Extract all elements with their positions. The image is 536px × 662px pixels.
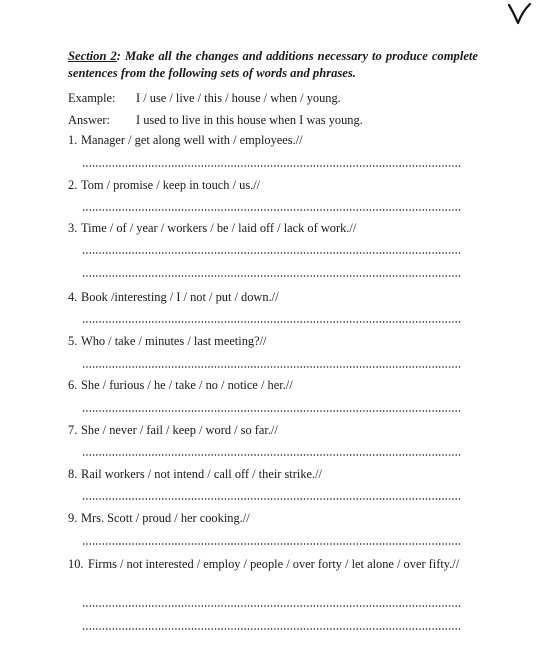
- exercise-item: [68, 177, 468, 193]
- exercise-item: [68, 289, 468, 305]
- answer-label: Answer:: [68, 113, 110, 127]
- answer-line[interactable]: [82, 628, 462, 630]
- item-number: 8.: [68, 467, 78, 481]
- item-prompt: Firms / not interested / employ / people / over forty / let alone / over fifty.//: [88, 557, 460, 571]
- item-number: 5.: [68, 334, 78, 348]
- section-instructions: [68, 48, 478, 82]
- item-prompt: Book /interesting / I / not / put / down.//: [81, 290, 279, 304]
- item-prompt: Who / take / minutes / last meeting?//: [81, 334, 267, 348]
- item-number: 10.: [68, 557, 84, 571]
- answer-line[interactable]: [82, 410, 462, 412]
- answer-text: I used to live in this house when I was young.: [136, 113, 363, 127]
- item-number: 3.: [68, 221, 78, 235]
- answer-line[interactable]: [82, 605, 462, 607]
- item-prompt: Rail workers / not intend / call off / their strike.//: [81, 467, 322, 481]
- answer-row: [68, 112, 363, 128]
- example-label: Example:: [68, 91, 116, 105]
- answer-line[interactable]: [82, 275, 462, 277]
- example-row: [68, 90, 341, 106]
- answer-line[interactable]: [82, 209, 462, 211]
- section-label: Section 2: [68, 49, 117, 63]
- exercise-item: [68, 422, 468, 438]
- item-number: 1.: [68, 133, 78, 147]
- item-prompt: Time / of / year / workers / be / laid off / lack of work.//: [81, 221, 357, 235]
- checkmark-icon: [505, 2, 533, 26]
- answer-line[interactable]: [82, 366, 462, 368]
- exercise-item: [68, 510, 468, 526]
- answer-line[interactable]: [82, 321, 462, 323]
- exercise-item: [68, 220, 468, 236]
- item-prompt: She / furious / he / take / no / notice / her.//: [81, 378, 293, 392]
- item-number: 6.: [68, 378, 78, 392]
- answer-line[interactable]: [82, 498, 462, 500]
- item-number: 2.: [68, 178, 78, 192]
- answer-line[interactable]: [82, 165, 462, 167]
- answer-line[interactable]: [82, 454, 462, 456]
- item-number: 4.: [68, 290, 78, 304]
- item-prompt: Mrs. Scott / proud / her cooking.//: [81, 511, 250, 525]
- exercise-item: [68, 466, 468, 482]
- item-prompt: Manager / get along well with / employees.//: [81, 133, 303, 147]
- exercise-item: [68, 333, 468, 349]
- item-number: 9.: [68, 511, 78, 525]
- exercise-item: [68, 556, 468, 572]
- answer-line[interactable]: [82, 252, 462, 254]
- item-prompt: She / never / fail / keep / word / so far.//: [81, 423, 278, 437]
- item-prompt: Tom / promise / keep in touch / us.//: [81, 178, 261, 192]
- exercise-item: [68, 377, 468, 393]
- answer-line[interactable]: [82, 543, 462, 545]
- example-text: I / use / live / this / house / when / young.: [136, 91, 341, 105]
- item-number: 7.: [68, 423, 78, 437]
- section-instruction-text: : Make all the changes and additions necessary to produce complete sentences from the following sets of words and phrases.: [68, 49, 478, 80]
- exercise-item: [68, 132, 468, 148]
